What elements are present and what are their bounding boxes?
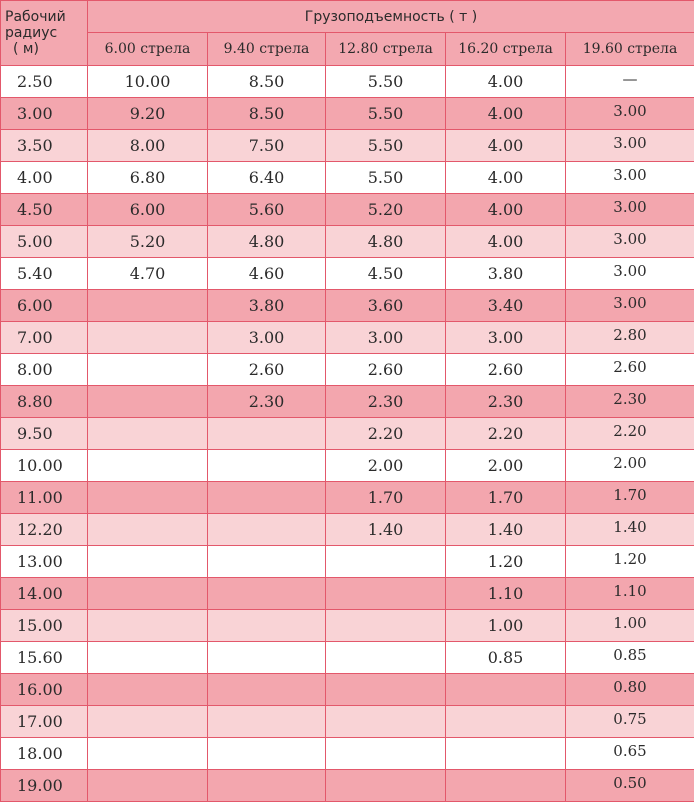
radius-label-line3: ( м) — [13, 41, 39, 57]
capacity-cell: 4.00 — [446, 66, 566, 98]
table-row — [1, 194, 694, 226]
boom-header: 16.20 стрела — [446, 33, 566, 66]
capacity-cell: 5.50 — [326, 162, 446, 194]
capacity-cell — [88, 514, 208, 546]
capacity-cell: 10.00 — [88, 66, 208, 98]
capacity-cell: 2.20 — [326, 418, 446, 450]
capacity-cell: 2.00 — [566, 450, 694, 482]
radius-cell: 15.60 — [1, 642, 88, 674]
capacity-cell — [326, 674, 446, 706]
capacity-cell: 4.50 — [326, 258, 446, 290]
capacity-cell: 3.00 — [566, 194, 694, 226]
capacity-cell: 3.00 — [208, 322, 326, 354]
table-row — [1, 674, 694, 706]
table-row — [1, 98, 694, 130]
capacity-cell — [446, 770, 566, 802]
header-row-booms — [1, 33, 694, 66]
capacity-cell — [88, 706, 208, 738]
capacity-cell: 2.30 — [326, 386, 446, 418]
capacity-cell: 0.85 — [446, 642, 566, 674]
capacity-cell: 5.60 — [208, 194, 326, 226]
radius-cell: 8.00 — [1, 354, 88, 386]
table-row — [1, 610, 694, 642]
table-row — [1, 642, 694, 674]
boom-header: 6.00 стрела — [88, 33, 208, 66]
capacity-cell: 1.20 — [446, 546, 566, 578]
capacity-cell — [326, 642, 446, 674]
capacity-cell: 4.60 — [208, 258, 326, 290]
capacity-header: Грузоподъемность ( т ) — [88, 1, 694, 33]
table-row — [1, 706, 694, 738]
capacity-cell: 1.40 — [326, 514, 446, 546]
capacity-cell: 2.30 — [208, 386, 326, 418]
capacity-cell: 7.50 — [208, 130, 326, 162]
radius-cell: 2.50 — [1, 66, 88, 98]
radius-cell: 9.50 — [1, 418, 88, 450]
capacity-cell: 2.60 — [208, 354, 326, 386]
radius-cell: 11.00 — [1, 482, 88, 514]
capacity-cell — [88, 418, 208, 450]
radius-cell: 19.00 — [1, 770, 88, 802]
capacity-cell: 3.40 — [446, 290, 566, 322]
capacity-cell — [88, 450, 208, 482]
table-row — [1, 418, 694, 450]
capacity-cell — [208, 514, 326, 546]
table-row — [1, 66, 694, 98]
capacity-cell: 1.70 — [446, 482, 566, 514]
capacity-cell: 2.00 — [326, 450, 446, 482]
capacity-cell: 8.50 — [208, 98, 326, 130]
capacity-cell: 1.20 — [566, 546, 694, 578]
capacity-cell: 3.00 — [566, 226, 694, 258]
capacity-cell: 8.00 — [88, 130, 208, 162]
capacity-cell: 1.00 — [566, 610, 694, 642]
capacity-cell: 0.50 — [566, 770, 694, 802]
capacity-cell — [88, 642, 208, 674]
capacity-cell: 2.20 — [446, 418, 566, 450]
capacity-cell — [446, 738, 566, 770]
capacity-cell: 4.00 — [446, 226, 566, 258]
capacity-cell: 5.50 — [326, 98, 446, 130]
table-row — [1, 290, 694, 322]
capacity-cell: 2.20 — [566, 418, 694, 450]
capacity-cell — [208, 674, 326, 706]
table-row — [1, 514, 694, 546]
radius-cell: 13.00 — [1, 546, 88, 578]
capacity-cell: 4.80 — [326, 226, 446, 258]
radius-cell: 16.00 — [1, 674, 88, 706]
capacity-cell — [88, 322, 208, 354]
table-row — [1, 226, 694, 258]
capacity-cell: 5.50 — [326, 66, 446, 98]
capacity-cell: 6.40 — [208, 162, 326, 194]
capacity-cell — [88, 386, 208, 418]
capacity-cell — [208, 610, 326, 642]
capacity-cell: 3.00 — [446, 322, 566, 354]
radius-cell: 6.00 — [1, 290, 88, 322]
capacity-cell: 1.40 — [446, 514, 566, 546]
capacity-cell — [446, 706, 566, 738]
capacity-cell: 3.00 — [566, 98, 694, 130]
boom-header: 12.80 стрела — [326, 33, 446, 66]
capacity-cell — [88, 290, 208, 322]
capacity-cell: 5.20 — [88, 226, 208, 258]
capacity-cell: 6.00 — [88, 194, 208, 226]
boom-header: 19.60 стрела — [566, 33, 694, 66]
capacity-cell — [88, 354, 208, 386]
capacity-cell — [208, 482, 326, 514]
capacity-cell: 9.20 — [88, 98, 208, 130]
capacity-cell — [88, 610, 208, 642]
capacity-cell — [208, 450, 326, 482]
table-row — [1, 354, 694, 386]
capacity-cell — [88, 546, 208, 578]
capacity-cell: 4.00 — [446, 130, 566, 162]
capacity-cell: 2.60 — [566, 354, 694, 386]
capacity-cell: 2.30 — [446, 386, 566, 418]
table-row — [1, 130, 694, 162]
capacity-cell: 0.75 — [566, 706, 694, 738]
radius-cell: 3.50 — [1, 130, 88, 162]
capacity-cell — [88, 674, 208, 706]
capacity-cell: 3.00 — [566, 162, 694, 194]
capacity-cell — [326, 578, 446, 610]
capacity-cell — [326, 706, 446, 738]
capacity-cell: 5.50 — [326, 130, 446, 162]
radius-cell: 15.00 — [1, 610, 88, 642]
radius-cell: 8.80 — [1, 386, 88, 418]
capacity-cell — [326, 546, 446, 578]
capacity-cell: 4.00 — [446, 194, 566, 226]
capacity-cell — [326, 770, 446, 802]
radius-label-line1: Рабочий — [5, 9, 66, 25]
radius-cell: 12.20 — [1, 514, 88, 546]
capacity-cell — [88, 578, 208, 610]
table-body — [1, 66, 694, 802]
table-row — [1, 578, 694, 610]
capacity-cell: 8.50 — [208, 66, 326, 98]
capacity-cell: 2.00 — [446, 450, 566, 482]
capacity-cell — [208, 738, 326, 770]
capacity-cell — [208, 418, 326, 450]
capacity-cell — [88, 770, 208, 802]
capacity-cell — [208, 706, 326, 738]
capacity-cell: 1.00 — [446, 610, 566, 642]
capacity-cell: 1.70 — [566, 482, 694, 514]
capacity-cell: 3.00 — [566, 130, 694, 162]
capacity-cell: 3.00 — [566, 290, 694, 322]
radius-cell: 14.00 — [1, 578, 88, 610]
capacity-cell: 3.60 — [326, 290, 446, 322]
capacity-cell — [326, 610, 446, 642]
capacity-cell: 3.00 — [566, 258, 694, 290]
capacity-cell — [88, 738, 208, 770]
capacity-cell: 4.00 — [446, 162, 566, 194]
capacity-cell: 2.60 — [326, 354, 446, 386]
table-row — [1, 738, 694, 770]
radius-cell: 10.00 — [1, 450, 88, 482]
capacity-cell: 6.80 — [88, 162, 208, 194]
radius-cell: 18.00 — [1, 738, 88, 770]
capacity-cell — [446, 674, 566, 706]
capacity-cell — [208, 642, 326, 674]
capacity-cell: 1.40 — [566, 514, 694, 546]
table-row — [1, 770, 694, 802]
radius-cell: 5.00 — [1, 226, 88, 258]
capacity-cell: 4.00 — [446, 98, 566, 130]
capacity-cell: 0.85 — [566, 642, 694, 674]
capacity-cell — [88, 482, 208, 514]
capacity-cell: 0.65 — [566, 738, 694, 770]
capacity-cell: 2.60 — [446, 354, 566, 386]
table-header — [1, 1, 694, 66]
capacity-cell — [208, 770, 326, 802]
boom-header: 9.40 стрела — [208, 33, 326, 66]
table-row — [1, 546, 694, 578]
capacity-cell — [208, 578, 326, 610]
radius-cell: 3.00 — [1, 98, 88, 130]
radius-cell: 4.50 — [1, 194, 88, 226]
capacity-cell — [326, 738, 446, 770]
radius-cell: 5.40 — [1, 258, 88, 290]
capacity-cell: 1.10 — [566, 578, 694, 610]
header-row-main — [1, 1, 694, 33]
capacity-cell: 3.00 — [326, 322, 446, 354]
capacity-cell: 5.20 — [326, 194, 446, 226]
table-row — [1, 450, 694, 482]
capacity-cell: — — [566, 66, 694, 98]
radius-cell: 4.00 — [1, 162, 88, 194]
table-row — [1, 322, 694, 354]
capacity-cell: 2.80 — [566, 322, 694, 354]
table-row — [1, 386, 694, 418]
radius-cell: 7.00 — [1, 322, 88, 354]
capacity-cell: 0.80 — [566, 674, 694, 706]
capacity-cell: 3.80 — [446, 258, 566, 290]
radius-column-header — [1, 1, 88, 66]
capacity-cell: 2.30 — [566, 386, 694, 418]
table-row — [1, 162, 694, 194]
capacity-cell: 1.70 — [326, 482, 446, 514]
capacity-cell: 4.70 — [88, 258, 208, 290]
capacity-cell: 4.80 — [208, 226, 326, 258]
table-row — [1, 482, 694, 514]
capacity-cell — [208, 546, 326, 578]
capacity-cell: 1.10 — [446, 578, 566, 610]
table-row — [1, 258, 694, 290]
capacity-cell: 3.80 — [208, 290, 326, 322]
radius-label-line2: радиус — [5, 25, 58, 41]
radius-cell: 17.00 — [1, 706, 88, 738]
